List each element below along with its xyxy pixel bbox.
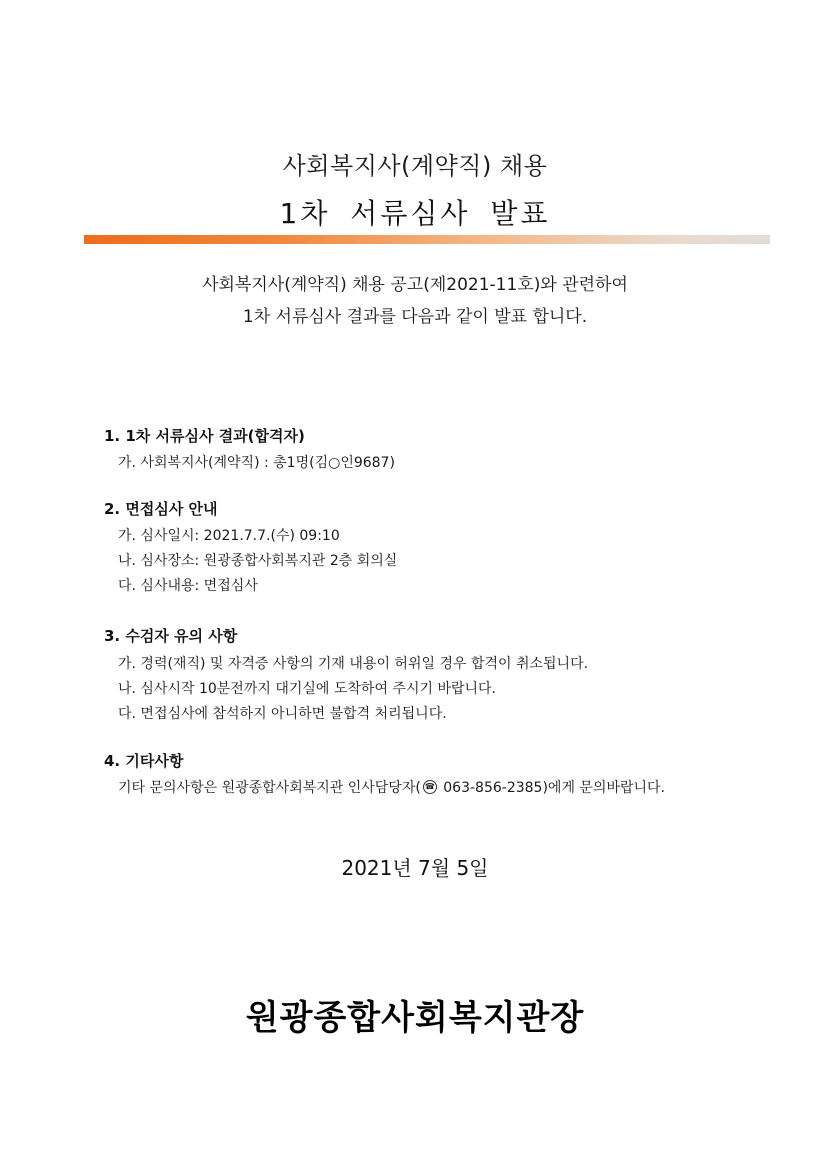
section-2-item-1: 가. 심사일시: 2021.7.7.(수) 09:10 (118, 528, 340, 544)
page-title: 1차 서류심사 발표 (279, 197, 551, 230)
section-2-item-3: 다. 심사내용: 면접심사 (118, 578, 258, 594)
section-3-item-2: 나. 심사시작 10분전까지 대기실에 도착하여 주시기 바랍니다. (118, 681, 496, 697)
section-3-item-3: 다. 면접심사에 참석하지 아니하면 불합격 처리됩니다. (118, 706, 447, 722)
intro-line-2: 1차 서류심사 결과를 다음과 같이 발표 합니다. (242, 307, 588, 327)
section-3-item-1: 가. 경력(재직) 및 자격증 사항의 기재 내용이 허위일 경우 합격이 취소됩니다. (118, 656, 589, 672)
section-2-item-2: 나. 심사장소: 원광종합사회복지관 2층 회의실 (118, 553, 398, 569)
document-date: 2021년 7월 5일 (341, 856, 489, 880)
contact-text-prefix: 기타 문의사항은 원광종합사회복지관 인사담당자( (118, 780, 421, 796)
intro-line-1: 사회복지사(계약직) 채용 공고(제2021-11호)와 관련하여 (202, 275, 628, 295)
section-1-heading: 1. 1차 서류심사 결과(합격자) (104, 427, 305, 445)
section-4-item-1 (118, 777, 665, 797)
section-4-heading: 4. 기타사항 (104, 752, 184, 770)
header-subtitle: 사회복지사(계약직) 채용 (282, 152, 548, 180)
signature: 원광종합사회복지관장 (245, 998, 585, 1038)
section-1-item-1: 가. 사회복지사(계약직) : 총1명(김○인9687) (118, 455, 395, 471)
contact-text-suffix: 063-856-2385)에게 문의바랍니다. (438, 780, 666, 796)
title-divider-bar (84, 235, 770, 244)
section-3-heading: 3. 수검자 유의 사항 (104, 627, 238, 645)
phone-icon: ☎ (423, 780, 437, 794)
section-2-heading: 2. 면접심사 안내 (104, 500, 218, 518)
